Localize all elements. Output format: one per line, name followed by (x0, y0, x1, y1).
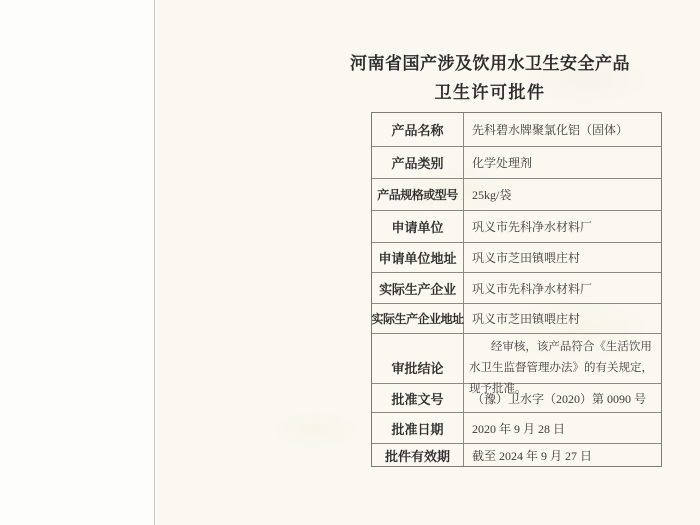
row-label: 审批结论 (372, 334, 464, 400)
row-label: 产品规格或型号 (372, 179, 464, 210)
row-value: 化学处理剂 (472, 156, 533, 170)
row-label: 批准文号 (372, 384, 464, 412)
row-label: 产品名称 (372, 113, 464, 146)
row-value: 经审核，该产品符合《生活饮用水卫生监督管理办法》的有关规定，现予批准。 (469, 341, 653, 395)
license-table (371, 112, 662, 467)
row-label: 批准日期 (372, 413, 464, 443)
table-row-manufacturer-address (372, 303, 661, 333)
paper-page (154, 0, 700, 525)
row-value: 先科碧水牌聚氯化铝（固体） (472, 123, 629, 137)
table-row-validity-period (372, 443, 661, 466)
row-label: 实际生产企业地址 (372, 304, 464, 333)
row-value: 巩义市芝田镇喂庄村 (472, 312, 581, 326)
document-title-line1: 河南省国产涉及饮用水卫生安全产品 (350, 54, 630, 73)
row-label: 申请单位地址 (372, 243, 464, 272)
table-row-approval-number (372, 383, 661, 412)
table-row-product-category (372, 146, 661, 178)
table-row-applicant-address (372, 242, 661, 272)
row-value: 截至 2024 年 9 月 27 日 (472, 448, 593, 463)
table-row-approval-conclusion (372, 333, 661, 395)
table-row-approval-date (372, 412, 661, 443)
table-row-product-spec (372, 178, 661, 210)
document-title (325, 54, 655, 103)
row-label: 产品类别 (372, 147, 464, 178)
row-value: 巩义市先科净水材料厂 (472, 220, 593, 234)
row-value: （豫）卫水字（2020）第 0090 号 (472, 391, 647, 406)
row-value: 25kg/袋 (472, 188, 512, 202)
table-row-manufacturer (372, 272, 661, 303)
row-value: 巩义市先科净水材料厂 (472, 281, 593, 296)
row-value: 巩义市芝田镇喂庄村 (472, 251, 581, 265)
row-label: 批件有效期 (372, 444, 464, 466)
row-label: 申请单位 (372, 211, 464, 242)
row-value: 2020 年 9 月 28 日 (472, 421, 566, 436)
document-title-line2: 卫生许可批件 (434, 83, 546, 102)
table-row-applicant (372, 210, 661, 242)
table-row-product-name (372, 113, 661, 146)
row-label: 实际生产企业 (372, 273, 464, 303)
